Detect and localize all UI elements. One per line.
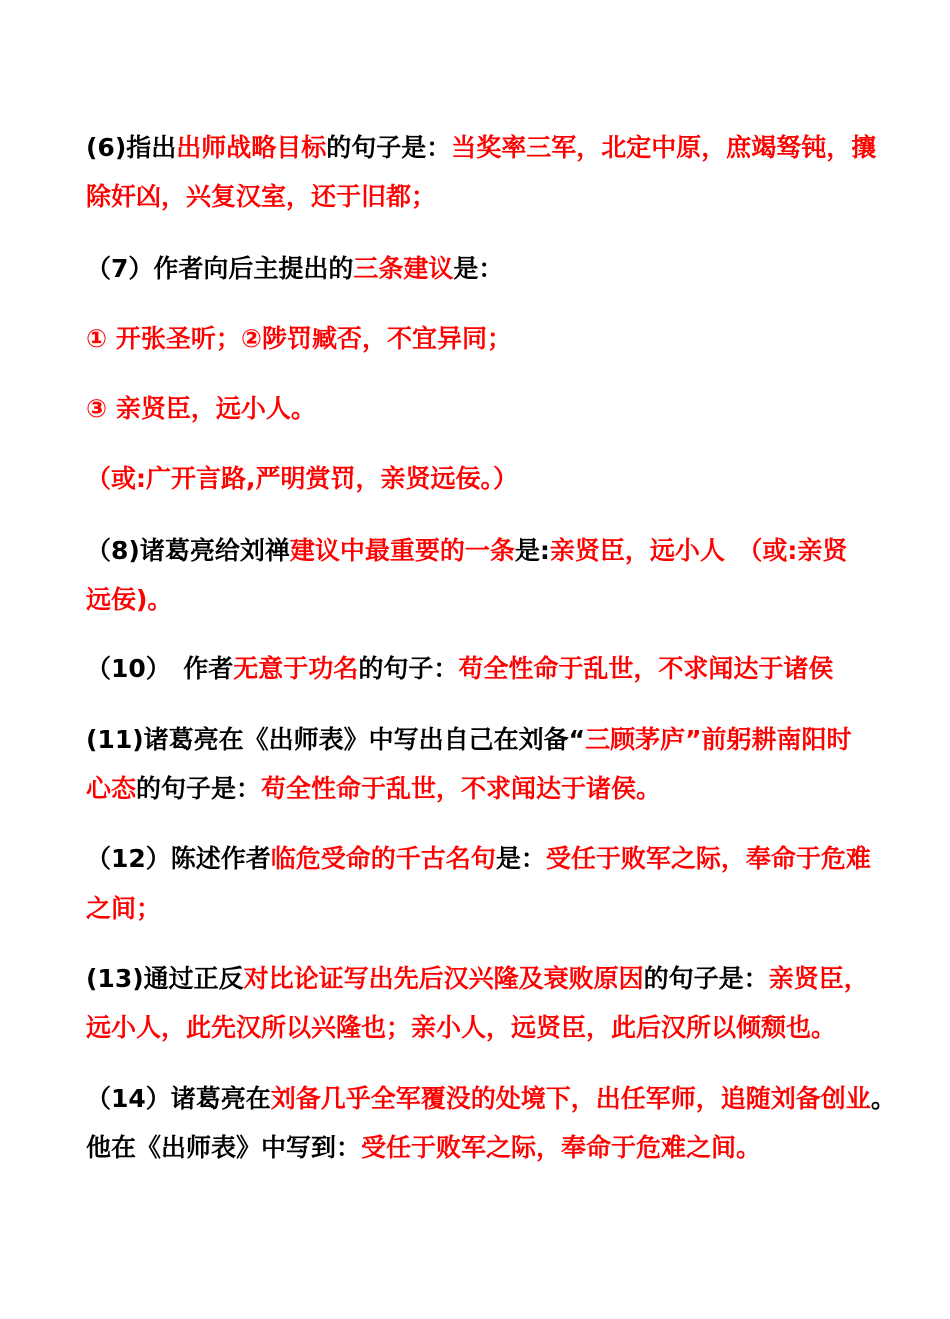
q13-keyword: 对比论证写出先后汉兴隆及衰败原因 <box>243 964 644 993</box>
q10-prefix: （10） 作者 <box>86 654 234 683</box>
q12-prefix: （12）陈述作者 <box>86 844 271 873</box>
q7-line-3: ③ 亲贤臣，远小人。 <box>86 394 316 423</box>
q11-prefix: (11)诸葛亮在《出师表》中写出自己在刘备“ <box>86 725 586 754</box>
q12-mid: 是： <box>495 844 546 873</box>
q7-line-2: ① 开张圣听；②陟罚臧否，不宜异同； <box>86 324 513 353</box>
q6-line-1 <box>86 131 876 165</box>
q10-keyword: 无意于功名 <box>233 654 359 683</box>
q7-line-1 <box>86 252 503 286</box>
q8-mid: 是: <box>514 536 550 565</box>
q12-answer: 受任于败军之际，奉命于危难 <box>545 844 871 873</box>
q14-line-2 <box>86 1131 761 1165</box>
q13-line-2: 远小人，此先汉所以兴隆也；亲小人，远贤臣，此后汉所以倾颓也。 <box>86 1013 837 1042</box>
q10-mid: 的句子： <box>358 654 459 683</box>
q11-keyword: 三顾茅庐”前躬耕南阳时 <box>585 725 852 754</box>
q8-keyword: 建议中最重要的一条 <box>289 536 515 565</box>
q6-line-2: 除奸凶，兴复汉室，还于旧都； <box>86 182 437 211</box>
q7-prefix: （7）作者向后主提出的 <box>86 254 354 283</box>
q8-line-2: 远佞)。 <box>86 585 173 614</box>
q8-prefix: （8)诸葛亮给刘禅 <box>86 536 290 565</box>
q8-answer: 亲贤臣，远小人 （或:亲贤 <box>549 536 848 565</box>
q14-prefix-2: 他在《出师表》中写到： <box>86 1133 362 1162</box>
q14-suffix: 。 <box>870 1084 896 1113</box>
q14-prefix: （14）诸葛亮在 <box>86 1084 271 1113</box>
q6-answer: 当奖率三军，北定中原，庶竭驽钝，攘 <box>451 133 877 162</box>
q11-keyword-cont: 心态 <box>86 774 137 803</box>
q13-prefix: (13)通过正反 <box>86 964 244 993</box>
q7-suffix: 是： <box>453 254 504 283</box>
q6-prefix: (6)指出 <box>86 133 177 162</box>
q6-mid: 的句子是： <box>326 133 452 162</box>
q13-answer: 亲贤臣， <box>768 964 869 993</box>
q12-keyword: 临危受命的千古名句 <box>270 844 496 873</box>
q10-line-1 <box>86 652 833 686</box>
q8-line-1 <box>86 534 847 568</box>
q13-mid: 的句子是： <box>643 964 769 993</box>
q14-line-1 <box>86 1082 896 1116</box>
q6-keyword: 出师战略目标 <box>176 133 327 162</box>
q12-line-2: 之间； <box>86 894 162 923</box>
q14-answer: 受任于败军之际，奉命于危难之间。 <box>361 1133 762 1162</box>
q11-line-1 <box>86 723 852 757</box>
q11-answer: 苟全性命于乱世，不求闻达于诸侯。 <box>261 774 662 803</box>
q10-answer: 苟全性命于乱世，不求闻达于诸侯 <box>458 654 834 683</box>
q13-line-1 <box>86 962 869 996</box>
q7-line-4: （或:广开言路,严明赏罚，亲贤远佞。） <box>86 464 518 493</box>
q12-line-1 <box>86 842 871 876</box>
q11-line-2 <box>86 772 661 806</box>
q14-keyword: 刘备几乎全军覆没的处境下，出任军师，追随刘备创业 <box>270 1084 871 1113</box>
q11-mid: 的句子是： <box>136 774 262 803</box>
q7-keyword: 三条建议 <box>353 254 454 283</box>
